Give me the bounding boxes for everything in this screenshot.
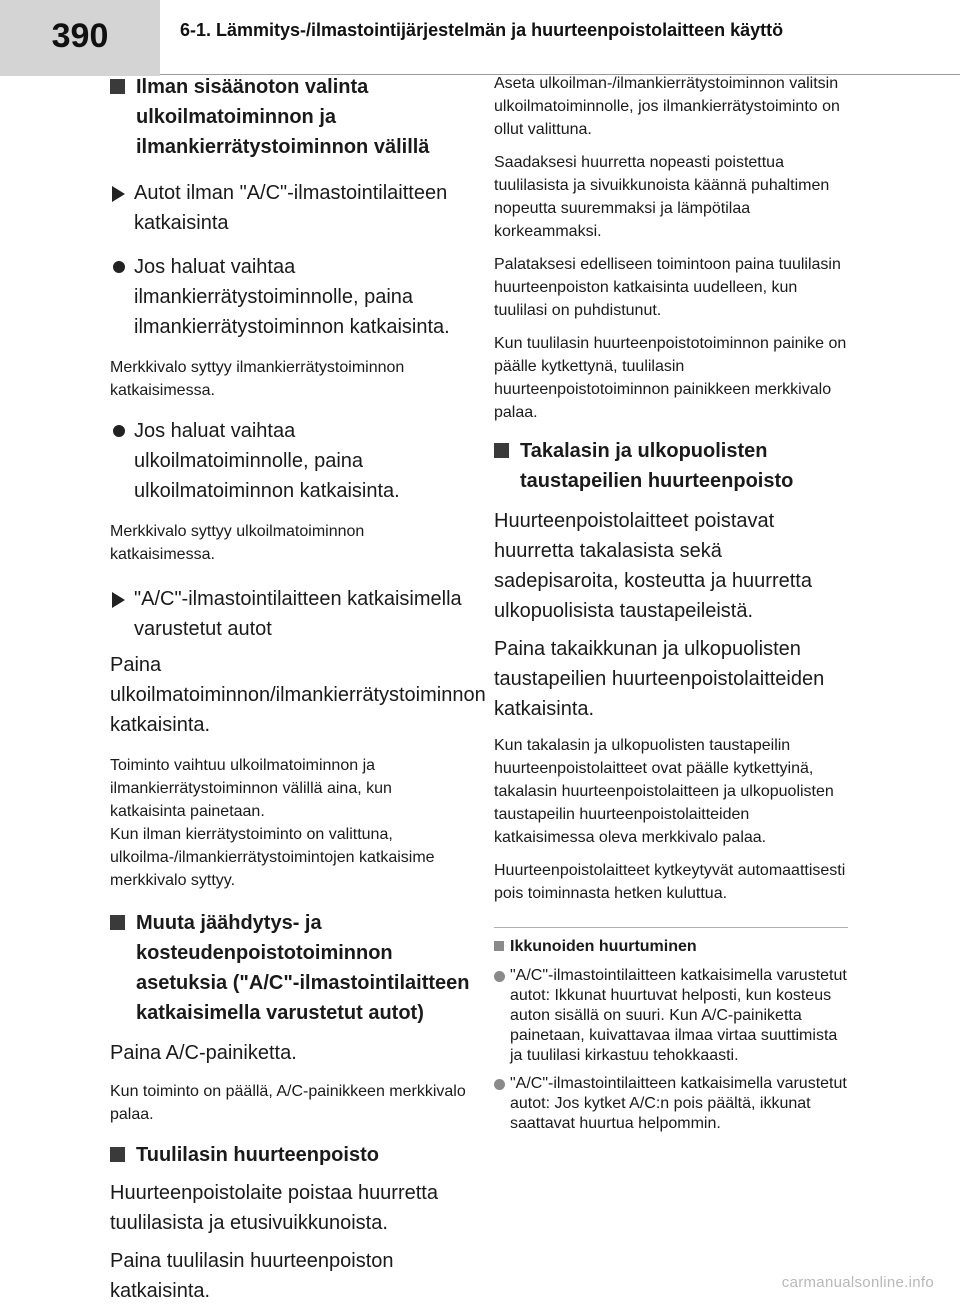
instruction-press-ac: Paina A/C-painiketta.	[110, 1042, 297, 1064]
right-column	[494, 72, 848, 1134]
note-recirculation-indicator: Merkkivalo syttyy ilmankierrätystoiminnon katkaisimessa.	[110, 359, 405, 399]
square-bullet-icon	[110, 915, 125, 930]
section-heading-air-intake: Ilman sisäänoton valinta ulkoilmatoiminnon ja ilmankierrätystoiminnon välillä	[110, 72, 470, 162]
subheading-no-ac-switch: Autot ilman "A/C"-ilmastointilaitteen katkaisinta	[110, 178, 470, 238]
info-item: "A/C"-ilmastointilaitteen katkaisimella varustetut autot: Ikkunat huurtuvat helposti, kun kosteus auton sisällä on suuri. Kun A/C-painiketta painetaan, kuivattavaa ilmaa virtaa suuttimista ja tuulilasi kirkastuu tehokkaasti.	[494, 966, 848, 1066]
info-item: "A/C"-ilmastointilaitteen katkaisimella varustetut autot: Jos kytket A/C:n pois päältä, ikkunat saattavat huurtua helpommin.	[494, 1074, 848, 1134]
rear-defog-description: Huurteenpoistolaitteet poistavat huurretta takalasista sekä sadepisaroita, kosteutta ja huurretta ulkopuolisista taustapeileistä.	[494, 510, 812, 622]
note-toggle: Toiminto vaihtuu ulkoilmatoiminnon ja ilmankierrätystoiminnon välillä aina, kun katkaisinta painetaan.	[110, 757, 392, 820]
note-indicator-on: Kun ilman kierrätystoiminto on valittuna, ulkoilma-/ilmankierrätystoimintojen katkaisime merkkivalo syttyy.	[110, 826, 435, 889]
step-outside-air: Jos haluat vaihtaa ulkoilmatoiminnolle, paina ulkoilmatoiminnon katkaisinta.	[110, 416, 470, 506]
note-set-outside-air: Aseta ulkoilman-/ilmankierrätystoiminnon valitsin ulkoilmatoiminnolle, jos ilmankierrätystoiminto on ollut valittuna.	[494, 75, 840, 138]
triangle-bullet-icon	[112, 592, 125, 608]
note-outside-air-indicator: Merkkivalo syttyy ulkoilmatoiminnon katkaisimessa.	[110, 523, 365, 563]
note-return-previous: Palataksesi edelliseen toimintoon paina tuulilasin huurteenpoiston katkaisinta uudelleen, kun tuulilasi on puhdistunut.	[494, 256, 841, 319]
grey-dot-bullet-icon	[494, 1079, 505, 1090]
instruction-press-rear-defog: Paina takaikkunan ja ulkopuolisten taustapeilien huurteenpoistolaitteiden katkaisinta.	[494, 638, 825, 720]
section-heading-cooling: Muuta jäähdytys- ja kosteudenpoistotoiminnon asetuksia ("A/C"-ilmastointilaitteen katkaisimella varustetut autot)	[110, 908, 470, 1028]
section-heading-rear-defog: Takalasin ja ulkopuolisten taustapeilien huurteenpoisto	[494, 436, 848, 496]
small-square-bullet-icon	[494, 941, 504, 951]
note-rear-defog-indicator: Kun takalasin ja ulkopuolisten taustapeilin huurteenpoistolaitteet ovat päälle kytkettyinä, takalasin huurteenpoistolaitteen ja ulkopuolisten taustapeilin huurteenpoistolaitteiden katkaisimessa oleva merkkivalo palaa.	[494, 737, 834, 846]
note-auto-off: Huurteenpoistolaitteet kytkeytyvät automaattisesti pois toiminnasta hetken kuluttua.	[494, 862, 846, 902]
left-column	[110, 72, 486, 1306]
instruction-press-defog: Paina tuulilasin huurteenpoiston katkaisinta.	[110, 1250, 394, 1302]
subheading-ac-switch: "A/C"-ilmastointilaitteen katkaisimella varustetut autot	[110, 584, 470, 644]
info-heading-window-fogging: Ikkunoiden huurtuminen	[494, 936, 848, 958]
dot-bullet-icon	[113, 425, 125, 437]
info-divider	[494, 927, 848, 928]
square-bullet-icon	[494, 443, 509, 458]
grey-dot-bullet-icon	[494, 971, 505, 982]
page-number: 390	[0, 0, 160, 76]
note-defog-indicator: Kun tuulilasin huurteenpoistotoiminnon painike on päälle kytkettynä, tuulilasin huurteenpoistotoiminnon painikkeen merkkivalo palaa.	[494, 335, 847, 421]
square-bullet-icon	[110, 1147, 125, 1162]
note-ac-indicator: Kun toiminto on päällä, A/C-painikkeen merkkivalo palaa.	[110, 1083, 466, 1123]
windshield-defog-description: Huurteenpoistolaite poistaa huurretta tuulilasista ja etusivuikkunoista.	[110, 1182, 438, 1234]
watermark: carmanualsonline.info	[781, 1274, 934, 1291]
dot-bullet-icon	[113, 261, 125, 273]
triangle-bullet-icon	[112, 186, 125, 202]
instruction-press-switch: Paina ulkoilmatoiminnon/ilmankierrätystoiminnon katkaisinta.	[110, 654, 486, 736]
note-quick-defog: Saadaksesi huurretta nopeasti poistettua tuulilasista ja sivuikkunoista käännä puhaltimen nopeutta suuremmaksi ja lämpötilaa korkeammaksi.	[494, 154, 830, 240]
chapter-title: 6-1. Lämmitys-/ilmastointijärjestelmän ja huurteenpoistolaitteen käyttö	[180, 20, 784, 40]
step-recirculation: Jos haluat vaihtaa ilmankierrätystoiminnolle, paina ilmankierrätystoiminnon katkaisinta.	[110, 252, 470, 342]
page-header	[0, 0, 960, 76]
square-bullet-icon	[110, 79, 125, 94]
section-heading-windshield-defog: Tuulilasin huurteenpoisto	[110, 1140, 470, 1170]
